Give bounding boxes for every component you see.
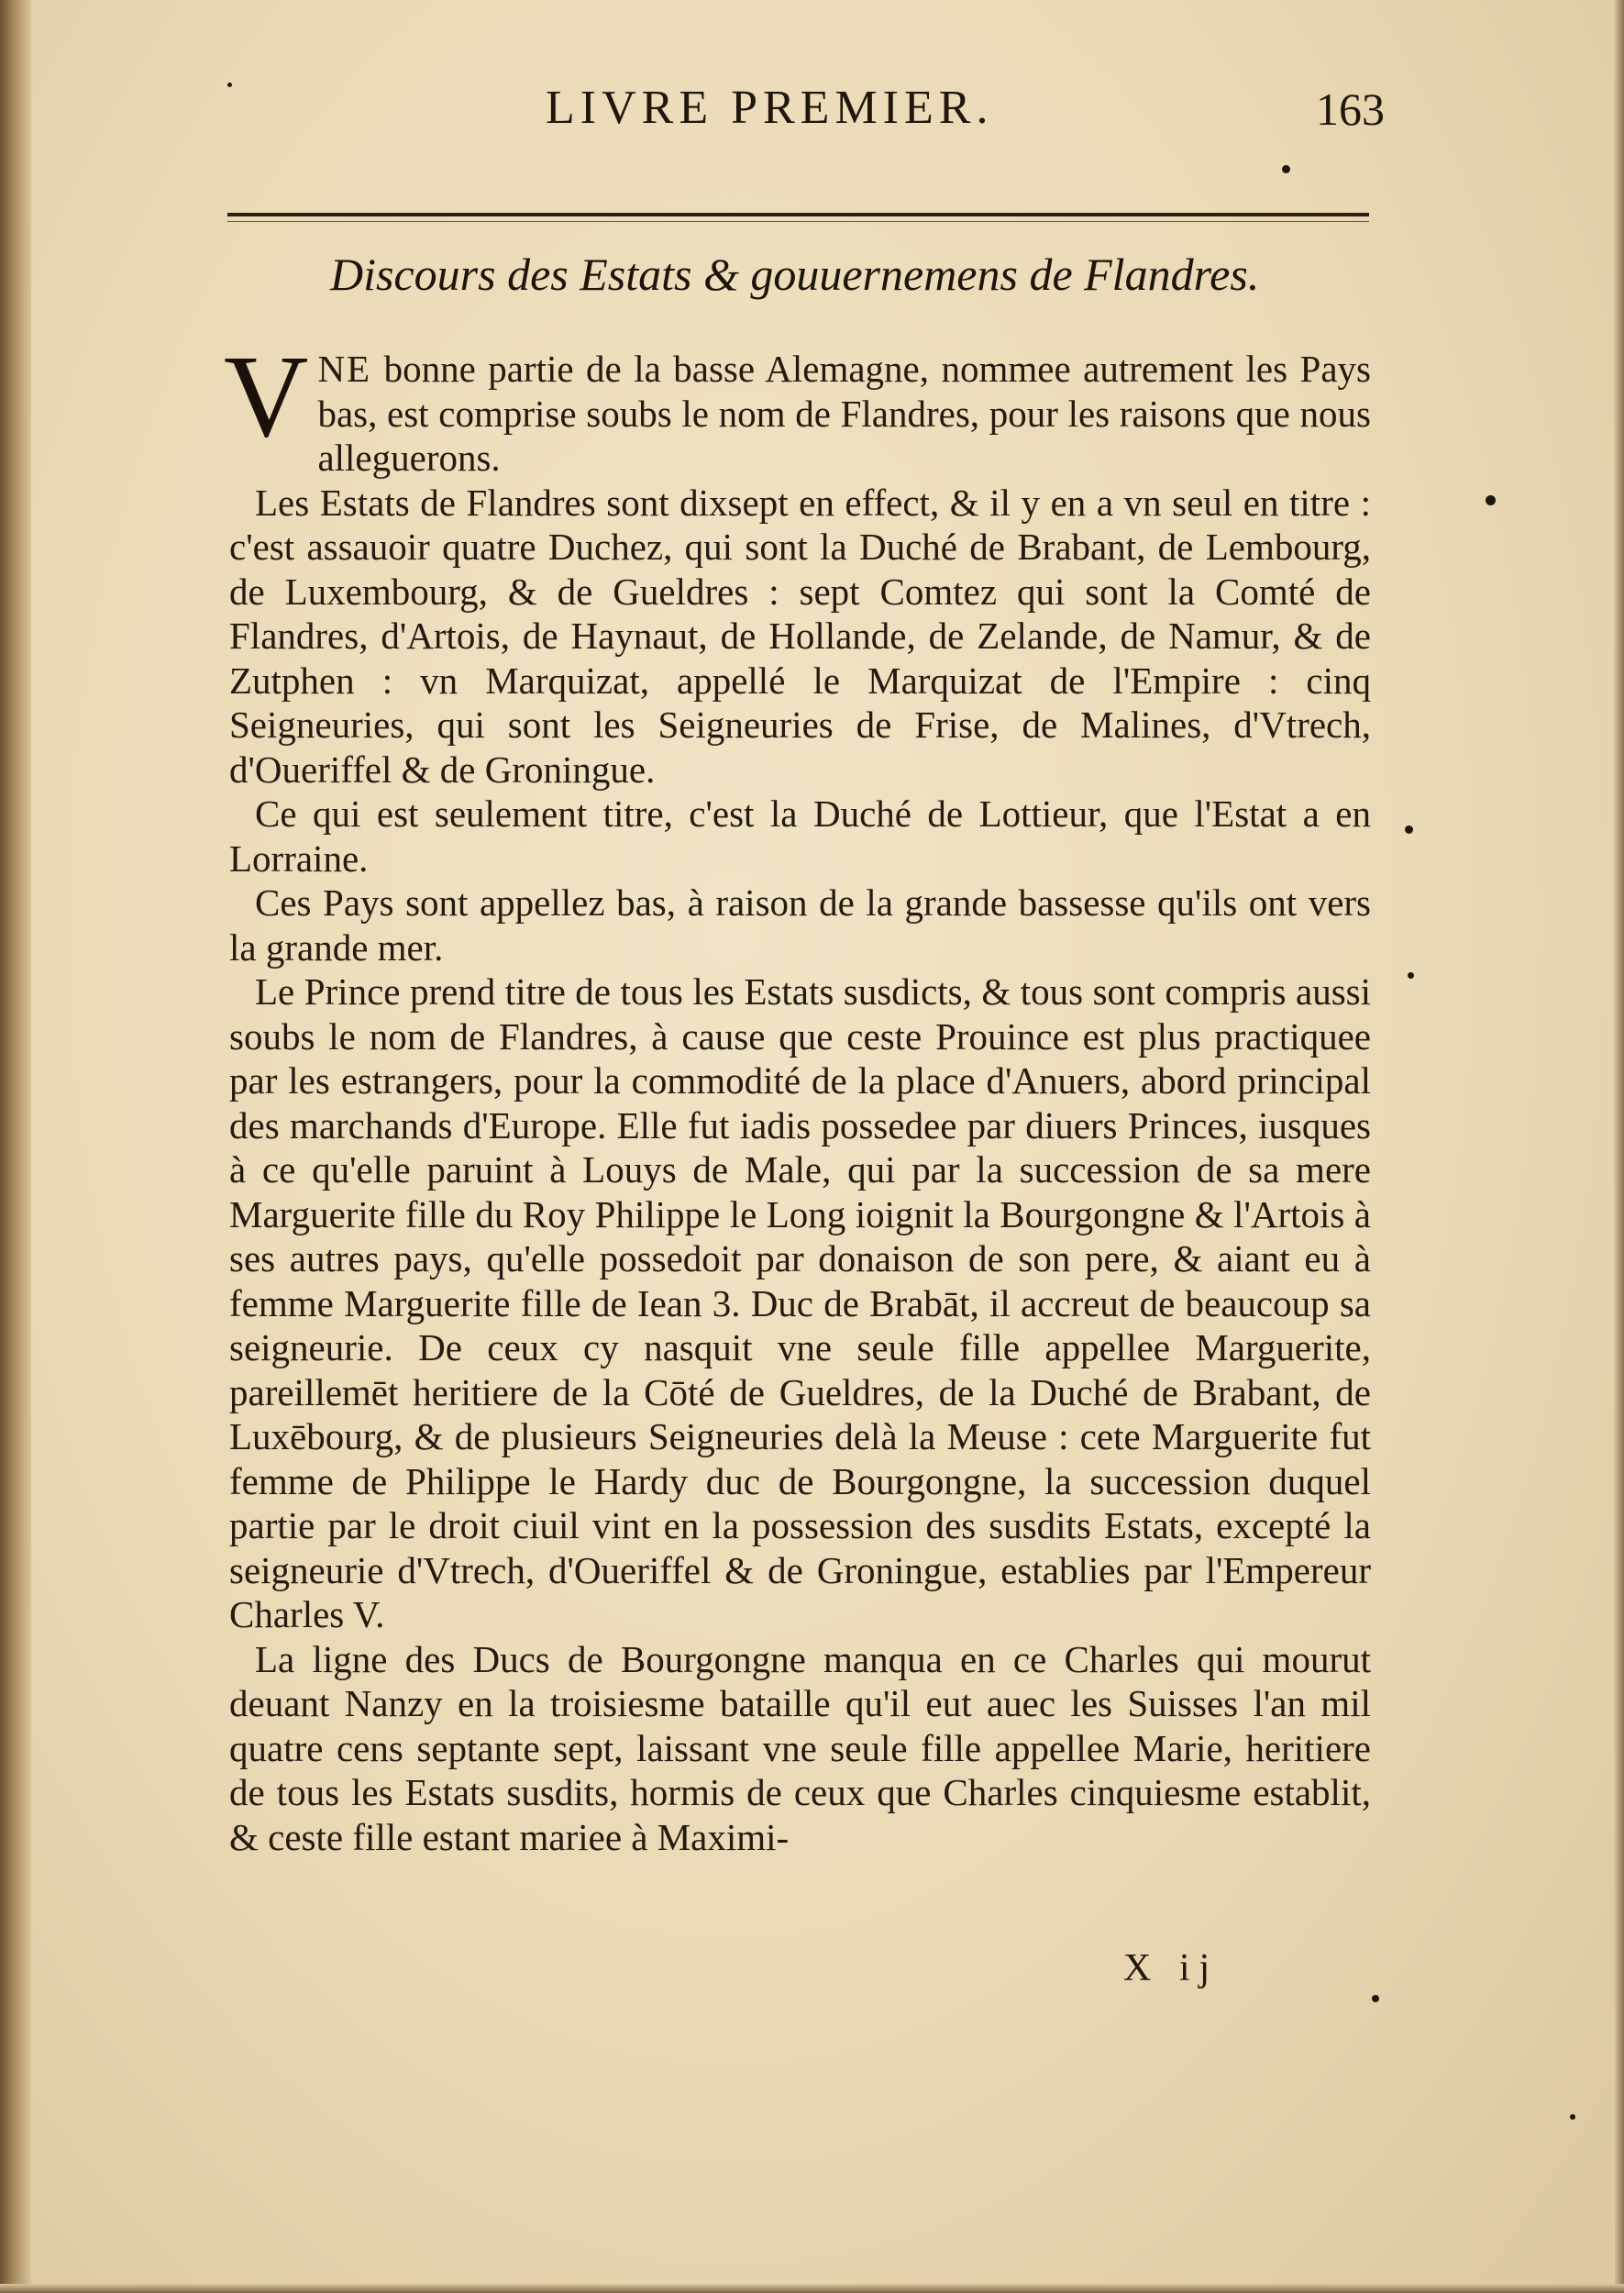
ink-speck [1570, 2114, 1575, 2120]
paragraph-text: bonne partie de la basse Alemagne, nommee autrement les Pays bas, est comprise soubs le nom de Flandres, pour les raisons que nous alleguerons. [317, 348, 1371, 479]
paragraph [224, 331, 1371, 481]
paragraph: Ce qui est seulement titre, c'est la Duché de Lottieur, que l'Estat a en Lorraine. [229, 792, 1371, 880]
running-head: LIVRE PREMIER. [546, 82, 994, 134]
drop-cap: V [224, 331, 309, 461]
paragraph: Les Estats de Flandres sont dixsept en effect, & il y en a vn seul en titre : c'est assauoir quatre Duchez, qui sont la Duché de Brabant, de Lembourg, de Luxembourg, & de Gueldres : sept Comtez qui sont la Comté de Flandres, d'Artois, de Haynaut, de Hollande, de Zelande, de Namur, & de Zutphen : vn Marquizat, appellé le Marquizat de l'Empire : cinq Seigneuries, qui sont les Seigneuries de Frise, de Malines, d'Vtrech, d'Oueriffel & de Groningue. [229, 481, 1371, 791]
paragraph: Le Prince prend titre de tous les Estats susdicts, & tous sont compris aussi soubs le nom de Flandres, à cause que ceste Prouince est plus practiquee par les estrangers, pour la commodité de la place d'Anuers, abord principal des marchands d'Europe. Elle fut iadis possedee par diuers Princes, iusques à ce qu'elle paruint à Louys de Male, qui par la succession de sa mere Marguerite fille du Roy Philippe le Long ioignit la Bourgongne & l'Artois à ses autres pays, qu'elle possedoit par donaison de son pere, & aiant eu à femme Marguerite fille de Iean 3. Duc de Brabāt, il accreut de beaucoup sa seigneurie. De ceux cy nasquit vne seule fille appellee Marguerite, pareillemēt heritiere de la Cōté de Gueldres, de la Duché de Brabant, de Luxēbourg, & de plusieurs Seigneuries delà la Meuse : cete Marguerite fut femme de Philippe le Hardy duc de Bourgongne, la succession duquel partie par le droit ciuil vint en la possession des susdits Estats, excepté la seigneurie d'Vtrech, d'Oueriffel & de Groningue, establies par l'Empereur Charles V. [229, 970, 1371, 1635]
paragraph: La ligne des Ducs de Bourgongne manqua en ce Charles qui mourut deuant Nanzy en la troisiesme bataille qu'il eut auec les Suisses l'an mil quatre cens septante sept, laissant vne seule fille appellee Marie, heritiere de tous les Estats susdits, hormis de ceux que Charles cinquiesme establit, & ceste fille estant mariee à Maximi- [229, 1637, 1371, 1858]
ink-speck [1282, 165, 1290, 173]
ink-speck [1486, 495, 1496, 505]
signature-mark: X ij [1123, 1947, 1220, 1989]
ink-speck [1408, 972, 1414, 979]
body-text [224, 331, 1371, 1859]
paragraph: Ces Pays sont appellez bas, à raison de la grande bassesse qu'ils ont vers la grande mer. [229, 881, 1371, 969]
page-number: 163 [1316, 83, 1385, 135]
page-bottom-edge [0, 2284, 1624, 2293]
header-rule-thin [227, 221, 1369, 222]
page-header [229, 81, 1385, 154]
ink-speck [1405, 825, 1413, 834]
ink-speck [227, 83, 232, 87]
page-gutter-shadow [0, 0, 31, 2293]
page-right-edge [1613, 0, 1624, 2293]
section-title: Discours des Estats & gouuernemens de Flandres. [330, 249, 1260, 300]
paragraph-lead: NE [317, 348, 372, 390]
header-rule [227, 213, 1369, 216]
ink-speck [1372, 1995, 1379, 2002]
